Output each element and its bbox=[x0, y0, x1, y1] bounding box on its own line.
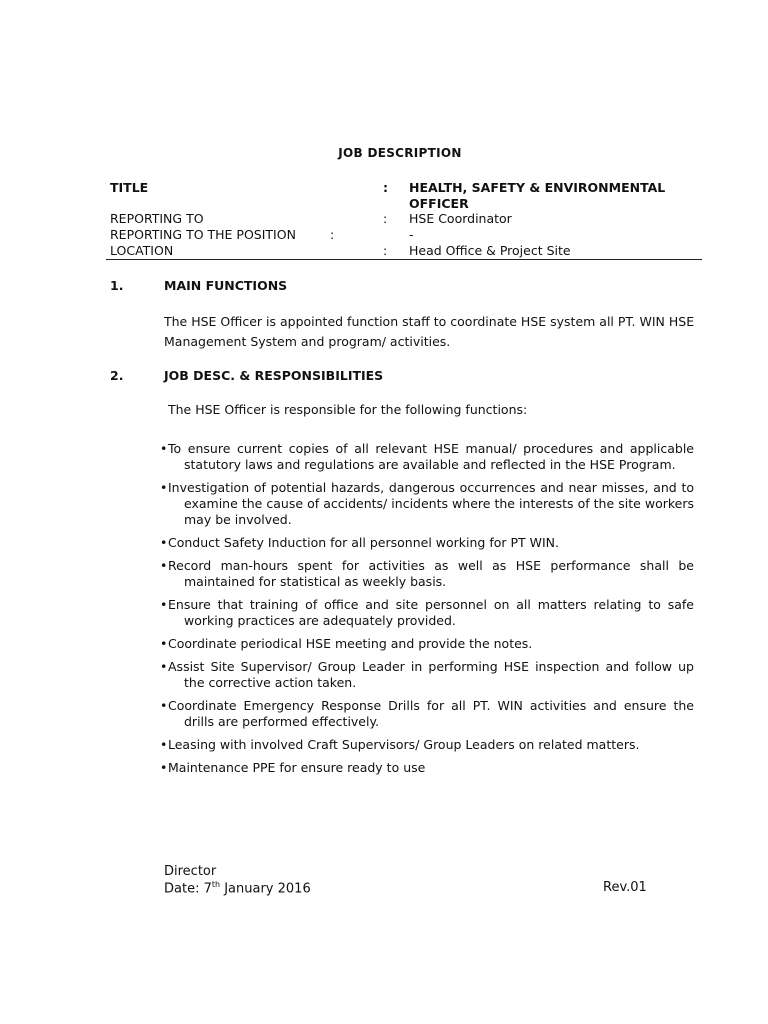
bullet-icon: • bbox=[160, 659, 168, 674]
list-item: •Conduct Safety Induction for all personnel working for PT WIN. bbox=[160, 535, 559, 550]
reporting-position-label: REPORTING TO THE POSITION bbox=[110, 227, 296, 242]
list-item: •Record man-hours spent for activities as well as HSE performance shall be maintained for statistical as weekly basis. bbox=[160, 558, 694, 589]
section2-intro: The HSE Officer is responsible for the following functions: bbox=[168, 402, 528, 417]
bullet-icon: • bbox=[160, 480, 168, 495]
header-divider bbox=[106, 259, 702, 260]
title-value-line1: HEALTH, SAFETY & ENVIRONMENTAL bbox=[409, 180, 666, 195]
reporting-to-label: REPORTING TO bbox=[110, 211, 204, 226]
section2-number: 2. bbox=[110, 368, 124, 383]
reporting-to-colon: : bbox=[383, 211, 388, 226]
title-colon: : bbox=[383, 180, 388, 195]
bullet-icon: • bbox=[160, 535, 168, 550]
signatory: Director bbox=[164, 864, 217, 879]
title-label: TITLE bbox=[110, 180, 149, 195]
bullet-icon: • bbox=[160, 597, 168, 612]
section1-heading: MAIN FUNCTIONS bbox=[164, 278, 288, 293]
list-item: •Coordinate periodical HSE meeting and provide the notes. bbox=[160, 636, 533, 651]
reporting-to-value: HSE Coordinator bbox=[409, 211, 512, 226]
location-label: LOCATION bbox=[110, 243, 174, 258]
bullet-icon: • bbox=[160, 737, 168, 752]
reporting-position-value: - bbox=[409, 227, 414, 242]
section2-heading: JOB DESC. & RESPONSIBILITIES bbox=[164, 368, 384, 383]
list-item: •Coordinate Emergency Response Drills for all PT. WIN activities and ensure the drills are performed effectively. bbox=[160, 698, 694, 729]
list-item: •Investigation of potential hazards, dangerous occurrences and near misses, and to examine the cause of accidents/ incidents where the interests of the site workers may be involved. bbox=[160, 480, 694, 527]
document-title: JOB DESCRIPTION bbox=[338, 146, 462, 160]
reporting-position-colon: : bbox=[330, 227, 335, 242]
list-item: •Maintenance PPE for ensure ready to use bbox=[160, 760, 426, 775]
location-value: Head Office & Project Site bbox=[409, 243, 571, 258]
bullet-icon: • bbox=[160, 698, 168, 713]
responsibilities-list bbox=[160, 441, 694, 783]
bullet-icon: • bbox=[160, 760, 168, 775]
revision-number: Rev.01 bbox=[603, 880, 647, 895]
bullet-icon: • bbox=[160, 558, 168, 573]
list-item: •Assist Site Supervisor/ Group Leader in performing HSE inspection and follow up the corrective action taken. bbox=[160, 659, 694, 690]
location-colon: : bbox=[383, 243, 388, 258]
list-item: •Leasing with involved Craft Supervisors/ Group Leaders on related matters. bbox=[160, 737, 640, 752]
section1-text: The HSE Officer is appointed function staff to coordinate HSE system all PT. WIN HSE Management System and program/ activities. bbox=[164, 314, 695, 349]
title-value-line2: OFFICER bbox=[409, 196, 469, 211]
section1-number: 1. bbox=[110, 278, 124, 293]
bullet-icon: • bbox=[160, 636, 168, 651]
bullet-icon: • bbox=[160, 441, 168, 456]
list-item: •Ensure that training of office and site personnel on all matters relating to safe working practices are adequately provided. bbox=[160, 597, 694, 628]
list-item: •To ensure current copies of all relevant HSE manual/ procedures and applicable statutory laws and regulations are available and reflected in the HSE Program. bbox=[160, 441, 694, 472]
document-date: Date: 7th January 2016 bbox=[164, 880, 311, 897]
